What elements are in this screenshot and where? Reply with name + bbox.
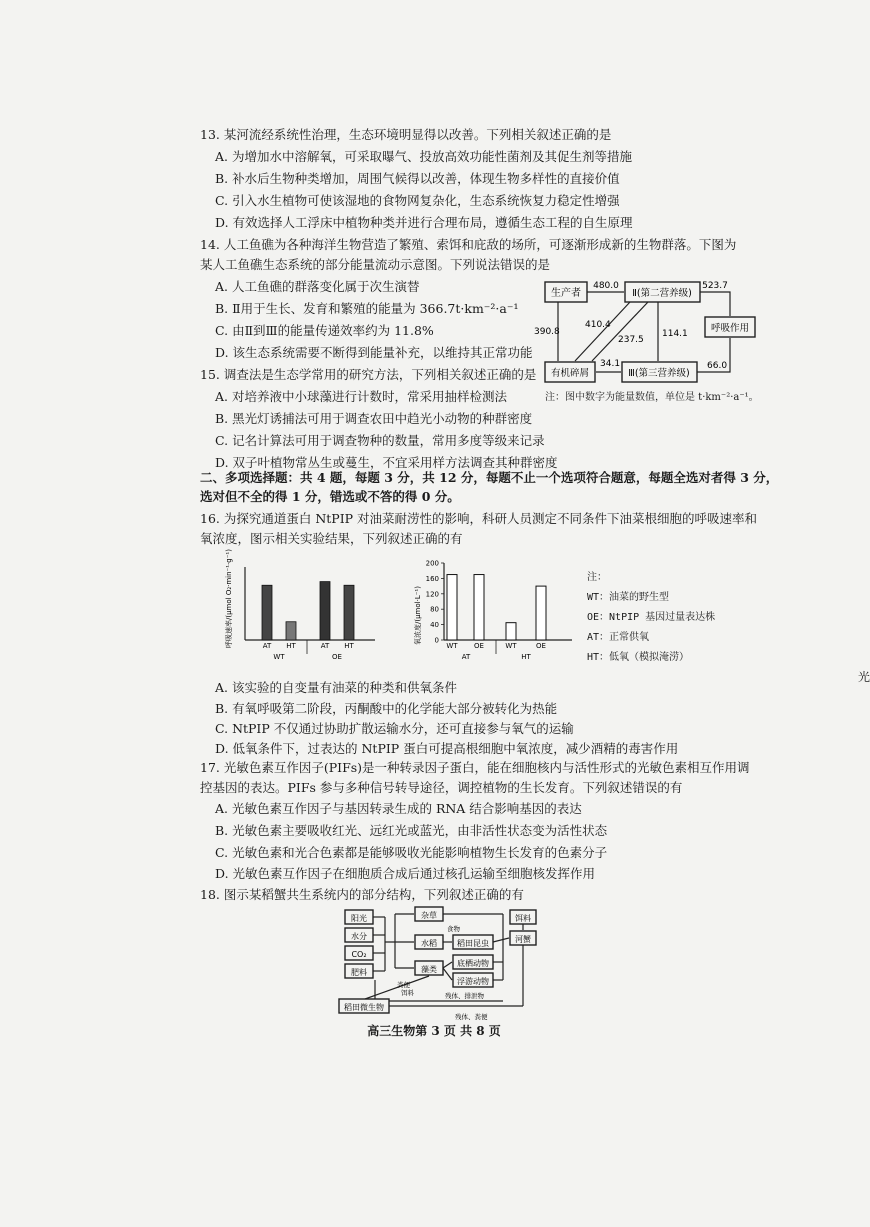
chart2-ytick-label: 80: [430, 605, 439, 614]
respiration-rate-chart: [225, 549, 380, 662]
q16-option-c: C. NtPIP 不仅通过协助扩散运输水分，还可直接参与氧气的运输: [215, 721, 574, 736]
chart1-tick-label: HT: [344, 642, 354, 650]
chart2-tick-label: OE: [474, 642, 484, 650]
value-34: 34.1: [600, 359, 621, 369]
q15-option-d: D. 双子叶植物常丛生或蔓生，不宜采用样方法调查其种群密度: [215, 455, 558, 470]
value-390: 390.8: [534, 327, 560, 337]
respiration-label: 呼吸作用: [710, 323, 750, 334]
producer-label: 生产者: [551, 288, 581, 299]
section2-header-2: 选对但不全的得 1 分，错选或不答的得 0 分。: [200, 489, 460, 504]
q14-option-a: A. 人工鱼礁的群落变化属于次生演替: [215, 279, 420, 294]
chart2-ytick-label: 40: [430, 621, 439, 630]
chart2-tick-label: WT: [505, 642, 517, 650]
chart2-ytick-label: 160: [425, 574, 439, 583]
plankton-label: 浮游动物: [457, 977, 489, 986]
insects-label: 稻田昆虫: [457, 939, 489, 948]
feed2-label: 饵料: [401, 989, 414, 997]
chart2-group-label: AT: [461, 653, 471, 661]
q13-option-b: B. 补水后生物种类增加，周围气候得以改善，体现生物多样性的直接价值: [215, 171, 620, 186]
q13-option-d: D. 有效选择人工浮床中植物种类并进行合理布局，遵循生态工程的自生原理: [215, 215, 633, 230]
level3-label: Ⅲ(第三营养级): [628, 368, 690, 379]
q14-option-b: B. Ⅱ用于生长、发育和繁殖的能量为 366.7t·km⁻²·a⁻¹: [215, 301, 519, 316]
chart1-group-label: OE: [332, 653, 342, 661]
q17-stem-2: 控基因的表达。PIFs 参与多种信号转导途径，调控植物的生长发育。下列叙述错误的有: [200, 780, 683, 795]
chart1-tick-label: AT: [262, 642, 272, 650]
value-66: 66.0: [707, 361, 728, 371]
q17-option-b: B. 光敏色素主要吸收红光、远红光或蓝光，由非活性状态变为活性状态: [215, 823, 608, 838]
value-114: 114.1: [662, 329, 688, 339]
oxygen-concentration-chart: [412, 555, 577, 662]
rice-crab-system-diagram: [335, 905, 545, 1022]
value-237: 237.5: [618, 335, 644, 345]
q16-stem-2: 氧浓度，图示相关实验结果，下列叙述正确的有: [200, 531, 463, 546]
edge-char: 光: [858, 670, 870, 684]
feces-label: 粪便: [397, 981, 410, 989]
remains2-label: 残体、粪便: [455, 1013, 488, 1021]
weeds-label: 杂草: [421, 911, 437, 920]
chart2-bar: [447, 575, 457, 640]
level2-label: Ⅱ(第二营养级): [632, 288, 692, 299]
algae-label: 藻类: [421, 965, 437, 974]
chart2-tick-label: OE: [536, 642, 546, 650]
legend-title: 注：: [587, 572, 607, 583]
detritus-label: 有机碎屑: [550, 368, 590, 379]
feed-label: 饵料: [515, 914, 531, 923]
q15-option-c: C. 记名计算法可用于调查物种的数量，常用多度等级来记录: [215, 433, 545, 448]
legend-wt: WT：油菜的野生型: [587, 592, 670, 603]
q13-option-a: A. 为增加水中溶解氧，可采取曝气、投放高效功能性菌剂及其促生剂等措施: [215, 149, 632, 164]
section2-header-1: 二、多项选择题：共 4 题，每题 3 分，共 12 分，每题不止一个选项符合题意，每题全选对者得 3 分，: [200, 470, 779, 485]
chart2-ytick-label: 120: [425, 590, 439, 599]
q15-stem: 15. 调查法是生态学常用的研究方法，下列相关叙述正确的是: [200, 367, 537, 382]
chart2-group-label: HT: [521, 653, 531, 661]
crab-label: 河蟹: [515, 935, 531, 944]
value-480: 480.0: [593, 281, 619, 291]
energy-flow-diagram: [530, 272, 765, 407]
q15-option-b: B. 黑光灯诱捕法可用于调查农田中趋光小动物的种群密度: [215, 411, 533, 426]
chart2-ytick-label: 200: [425, 559, 439, 568]
chart2-tick-label: WT: [446, 642, 458, 650]
q14-option-c: C. 由Ⅱ到Ⅲ的能量传递效率约为 11.8%: [215, 323, 434, 338]
chart1-tick-label: HT: [286, 642, 296, 650]
q18-stem: 18. 图示某稻蟹共生系统内的部分结构，下列叙述正确的有: [200, 887, 524, 902]
chart1-bar: [286, 622, 296, 640]
q13-stem: 13. 某河流经系统性治理，生态环境明显得以改善。下列相关叙述正确的是: [200, 127, 612, 142]
page-footer: 高三生物第 3 页 共 8 页: [367, 1024, 501, 1038]
legend-ht: HT：低氧（模拟淹涝）: [587, 652, 690, 663]
chart1-group-label: WT: [273, 653, 285, 661]
value-410: 410.4: [585, 320, 611, 330]
q17-stem-1: 17. 光敏色素互作因子(PIFs)是一种转录因子蛋白，能在细胞核内与活性形式的光敏色素相互作用调: [200, 760, 750, 775]
q17-option-a: A. 光敏色素互作因子与基因转录生成的 RNA 结合影响基因的表达: [215, 801, 582, 816]
legend-oe: OE：NtPIP 基因过量表达株: [587, 612, 716, 623]
q14-stem-2: 某人工鱼礁生态系统的部分能量流动示意图。下列说法错误的是: [200, 257, 551, 272]
q17-option-c: C. 光敏色素和光合色素都是能够吸收光能影响植物生长发育的色素分子: [215, 845, 608, 860]
q17-option-d: D. 光敏色素互作因子在细胞质合成后通过核孔运输至细胞核发挥作用: [215, 866, 596, 881]
q14-stem-1: 14. 人工鱼礁为各种海洋生物营造了繁殖、索饵和庇敌的场所，可逐渐形成新的生物群落。下图为: [200, 237, 737, 252]
q16-option-d: D. 低氧条件下，过表达的 NtPIP 蛋白可提高根细胞中氧浓度，减少酒精的毒害作用: [215, 741, 679, 756]
rice-label: 水稻: [421, 939, 437, 948]
chart1-bar: [262, 585, 272, 640]
energy-flow-note: 注：图中数字为能量数值，单位是 t·km⁻²·a⁻¹。: [545, 392, 759, 403]
chart2-ylabel: 氧浓度/(μmol·L⁻¹): [414, 586, 422, 645]
microbes-label: 稻田微生物: [344, 1003, 384, 1012]
chart1-tick-label: AT: [320, 642, 330, 650]
chart1-bar: [320, 582, 330, 640]
sunlight-label: 阳光: [351, 914, 367, 923]
legend-at: AT：正常供氧: [587, 632, 650, 643]
food-label: 食物: [447, 925, 460, 933]
q16-stem-1: 16. 为探究通道蛋白 NtPIP 对油菜耐涝性的影响，科研人员测定不同条件下油菜根细胞的呼吸速率和: [200, 511, 758, 526]
remains-label: 残体、排泄物: [445, 992, 484, 1000]
benthos-label: 底栖动物: [457, 959, 489, 968]
q16-option-b: B. 有氧呼吸第二阶段，丙酮酸中的化学能大部分被转化为热能: [215, 701, 558, 716]
chart1-bar: [344, 585, 354, 640]
value-523: 523.7: [702, 281, 728, 291]
fertilizer-label: 肥料: [351, 968, 367, 977]
q14-option-d: D. 该生态系统需要不断得到能量补充，以维持其正常功能: [215, 345, 533, 360]
water-label: 水分: [351, 932, 367, 941]
q16-option-a: A. 该实验的自变量有油菜的种类和供氧条件: [215, 680, 457, 695]
chart2-ytick-label: 0: [434, 636, 439, 645]
co2-label: CO₂: [351, 950, 367, 959]
q13-option-c: C. 引入水生植物可使该湿地的食物网复杂化，生态系统恢复力稳定性增强: [215, 193, 620, 208]
chart2-bar: [474, 575, 484, 640]
chart1-ylabel: 呼吸速率/(μmol O₂·min⁻¹·g⁻¹): [225, 549, 233, 648]
q15-option-a: A. 对培养液中小球藻进行计数时，常采用抽样检测法: [215, 389, 507, 404]
chart2-bar: [506, 623, 516, 640]
chart2-bar: [536, 586, 546, 640]
